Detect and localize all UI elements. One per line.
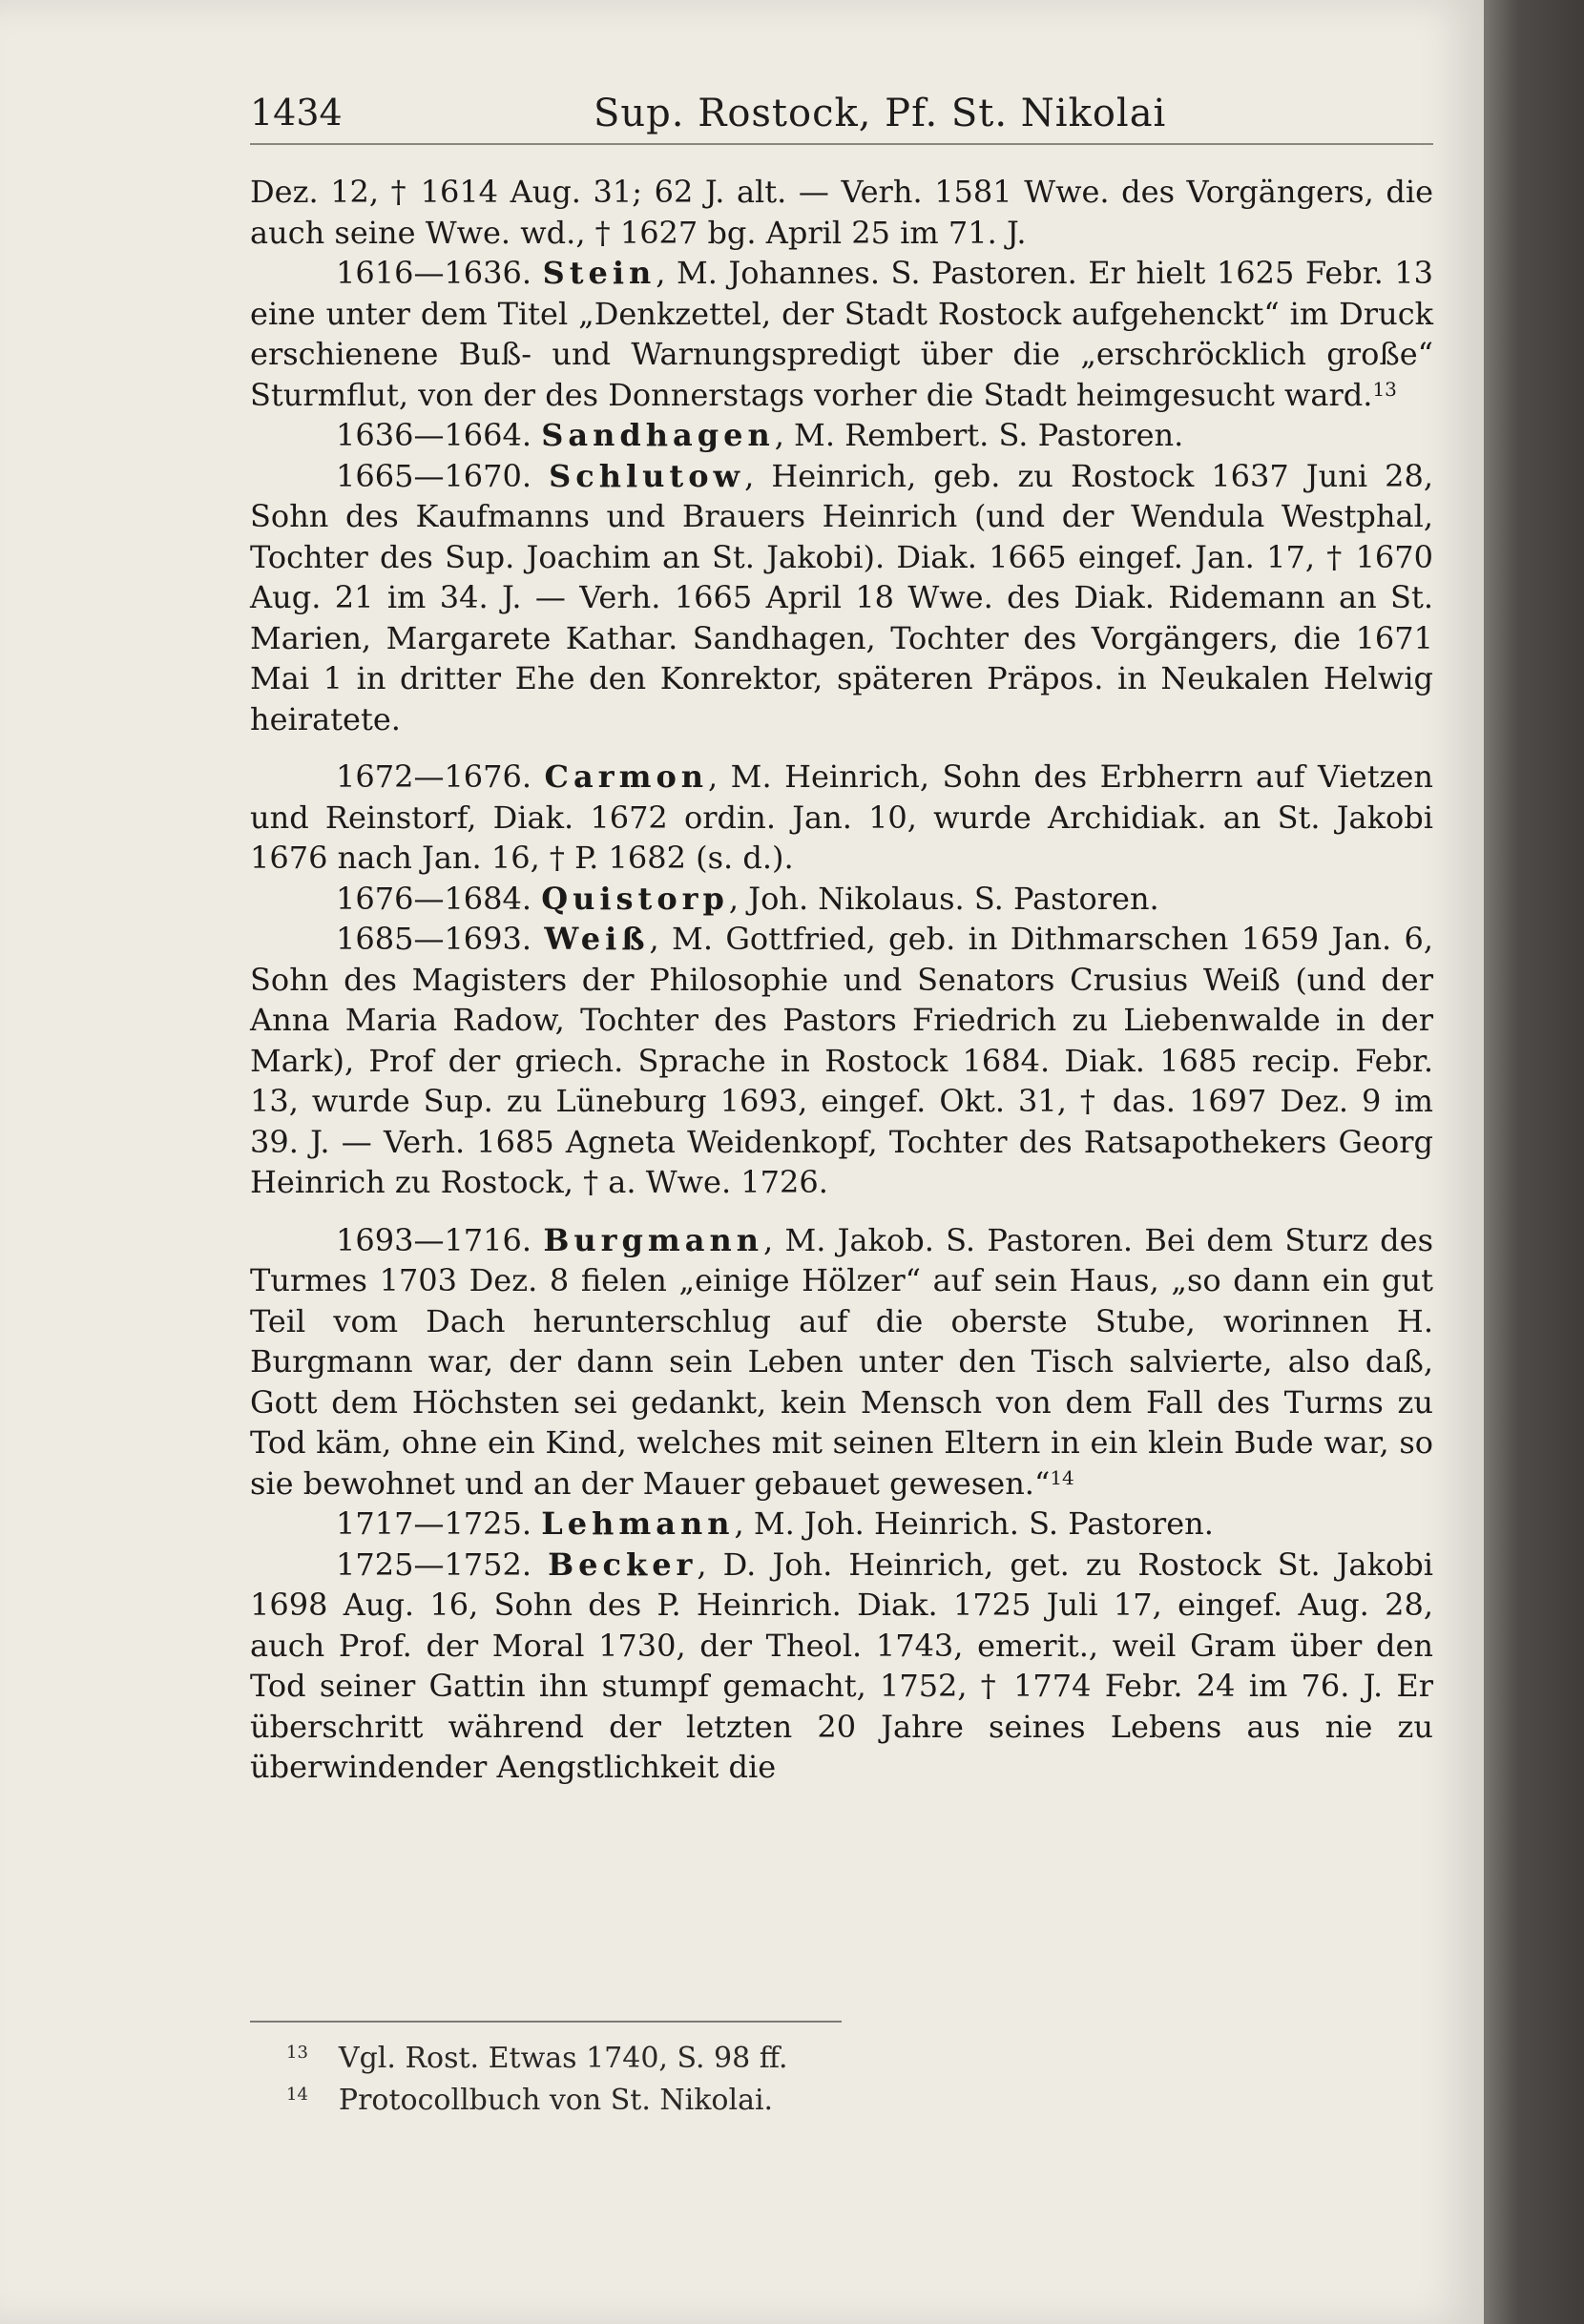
page-number: 1434 <box>250 92 343 134</box>
book-gutter <box>1484 0 1584 2324</box>
entry-carmon: 1672—1676. Carmon, M. Heinrich, Sohn des Erbherrn auf Vietzen und Reinstorf, Diak. 1672 ordin. Jan. 10, wurde Archidiak. an St. Jakobi 1676 nach Jan. 16, † P. 1682 (s. d.). <box>250 758 1434 876</box>
paragraph-0: Dez. 12, † 1614 Aug. 31; 62 J. alt. — Verh. 1581 Wwe. des Vorgängers, die auch seine Wwe. wd., † 1627 bg. April 25 im 71. J. <box>250 174 1433 251</box>
footnote-14: $^{14}$ Protocollbuch von St. Nikolai. <box>286 2084 774 2117</box>
footnotes <box>286 2038 1145 2122</box>
page-header <box>250 92 1414 139</box>
entry-stein: 1616—1636. Stein, M. Johannes. S. Pastoren. Er hielt 1625 Febr. 13 eine unter dem Titel „Denkzettel, der Stadt Rostock aufgehenckt“ im Druck erschienene Buß- und Warnungspredigt über die „erschröcklich große“ Sturmflut, von der des Donnerstags vorher die Stadt heimgesucht ward.$^{13}$ <box>250 255 1434 413</box>
body-text <box>250 172 1433 1788</box>
footnote-13: $^{13}$ Vgl. Rost. Etwas 1740, S. 98 ff. <box>286 2042 788 2075</box>
entry-schlutow: 1665—1670. Schlutow, Heinrich, geb. zu Rostock 1637 Juni 28, Sohn des Kaufmanns und Brauers Heinrich (und der Wendula Westphal, Tochter des Sup. Joachim an St. Jakobi). Diak. 1665 eingef. Jan. 17, † 1670 Aug. 21 im 34. J. — Verh. 1665 April 18 Wwe. des Diak. Ridemann an St. Marien, Margarete Kathar. Sandhagen, Tochter des Vorgängers, die 1671 Mai 1 in dritter Ehe den Konrektor, späteren Präpos. in Neukalen Helwig heiratete. <box>250 457 1434 737</box>
entry-burgmann: 1693—1716. Burgmann, M. Jakob. S. Pastoren. Bei dem Sturz des Turmes 1703 Dez. 8 fielen „einige Hölzer“ auf sein Haus, „so dann ein gut Teil vom Dach herunterschlug auf die oberste Stube, worinnen H. Burgmann war, der dann sein Leben unter den Tisch salvierte, also daß, Gott dem Höchsten sei gedankt, kein Mensch von dem Fall des Turms zu Tod käm, ohne ein Kind, welches mit seinen Eltern in ein klein Bude war, so sie bewohnet und an der Mauer gebauet gewesen.“$^{14}$ <box>250 1221 1434 1502</box>
entry-lehmann: 1717—1725. Lehmann, M. Joh. Heinrich. S. Pastoren. <box>336 1505 1214 1542</box>
entry-weiss: 1685—1693. Weiß, M. Gottfried, geb. in Dithmarschen 1659 Jan. 6, Sohn des Magisters der Philosophie und Senators Crusius Weiß (und der Anna Maria Radow, Tochter des Pastors Friedrich zu Liebenwalde in der Mark), Prof der griech. Sprache in Rostock 1684. Diak. 1685 recip. Febr. 13, wurde Sup. zu Lüneburg 1693, eingef. Okt. 31, † das. 1697 Dez. 9 im 39. J. — Verh. 1685 Agneta Weidenkopf, Tochter des Ratsapothekers Georg Heinrich zu Rostock, † a. Wwe. 1726. <box>250 921 1434 1200</box>
entry-becker: 1725—1752. Becker, D. Joh. Heinrich, get. zu Rostock St. Jakobi 1698 Aug. 16, Sohn des P. Heinrich. Diak. 1725 Juli 17, eingef. Aug. 28, auch Prof. der Moral 1730, der Theol. 1743, emerit., weil Gram über den Tod seiner Gattin ihn stumpf gemacht, 1752, † 1774 Febr. 24 im 76. J. Er überschritt während der letzten 20 Jahre seines Lebens aus nie zu überwindender Aengstlichkeit die <box>250 1546 1434 1785</box>
entry-quistorp: 1676—1684. Quistorp, Joh. Nikolaus. S. Pastoren. <box>336 880 1159 917</box>
footnote-rule <box>250 2021 842 2023</box>
footnote-ref: 13 <box>1372 377 1397 401</box>
footnote-ref: 14 <box>1050 1465 1074 1489</box>
running-head: Sup. Rostock, Pf. St. Nikolai <box>594 92 1167 135</box>
entry-sandhagen: 1636—1664. Sandhagen, M. Rembert. S. Pastoren. <box>336 417 1184 453</box>
header-rule <box>250 143 1433 145</box>
